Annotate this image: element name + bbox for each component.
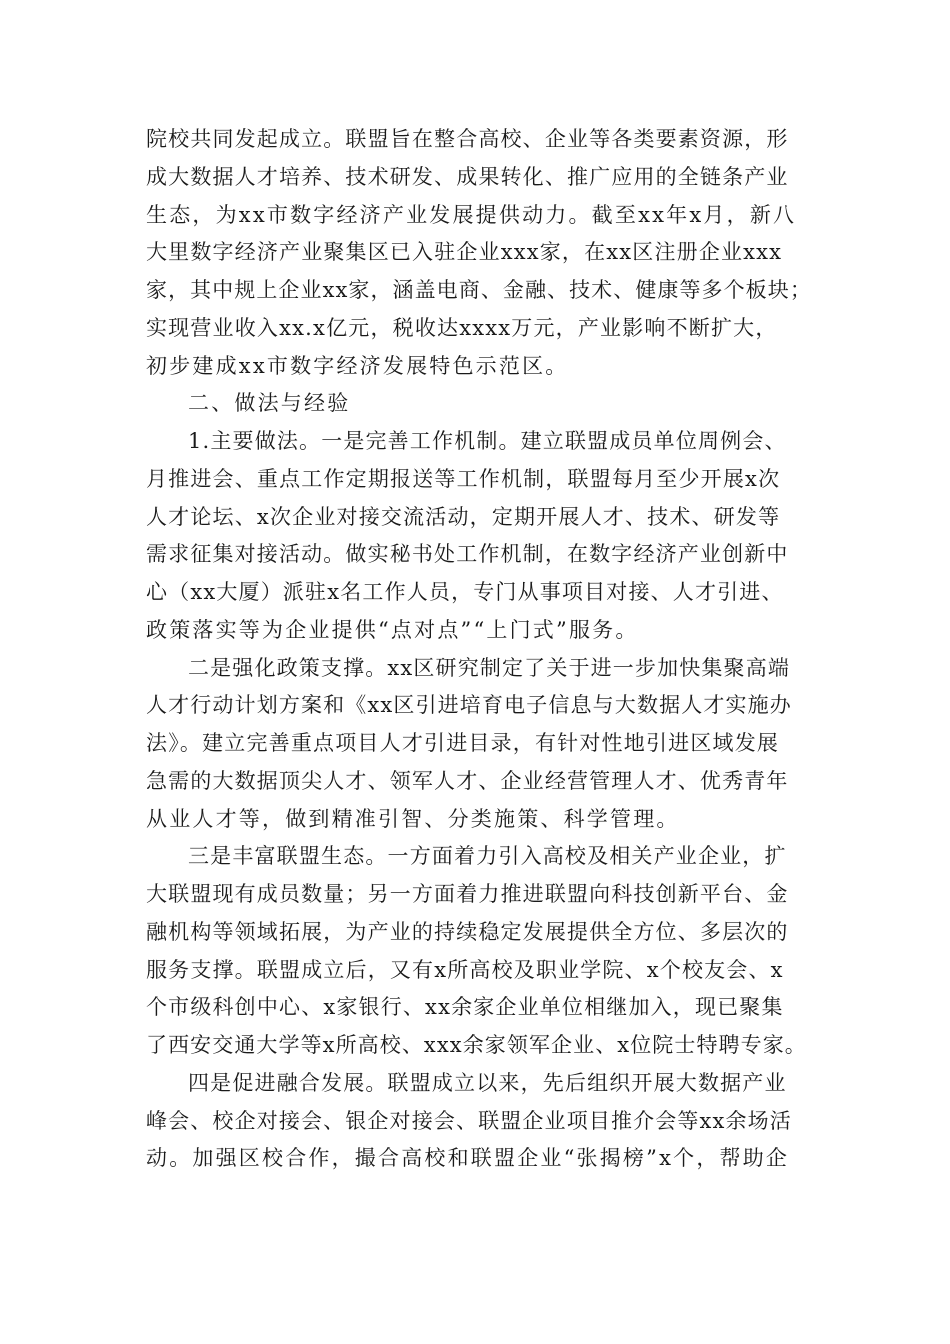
- document-body: [146, 121, 812, 1178]
- text-line: 人才行动计划方案和《xx区引进培育电子信息与大数据人才实施办: [146, 693, 792, 718]
- text-line: 峰会、校企对接会、银企对接会、联盟企业项目推介会等xx余场活: [146, 1108, 792, 1133]
- text-line: 大里数字经济产业聚集区已入驻企业xxx家，在xx区注册企业xxx: [146, 240, 783, 265]
- text-line: 四是促进融合发展。联盟成立以来，先后组织开展大数据产业: [188, 1070, 787, 1095]
- text-line: 成大数据人才培养、技术研发、成果转化、推广应用的全链条产业: [146, 164, 789, 189]
- text-line: 生态，为xx市数字经济产业发展提供动力。截至xx年x月，新八: [146, 202, 797, 227]
- text-line: 动。加强区校合作，撮合高校和联盟企业“张揭榜”x个，帮助企: [146, 1146, 790, 1171]
- text-line: 大联盟现有成员数量；另一方面着力推进联盟向科技创新平台、金: [146, 882, 789, 906]
- text-line: 法》。建立完善重点项目人才引进目录，有针对性地引进区域发展: [146, 731, 780, 755]
- text-line: 需求征集对接活动。做实秘书处工作机制，在数字经济产业创新中: [146, 542, 789, 567]
- text-line: 月推进会、重点工作定期报送等工作机制，联盟每月至少开展x次: [146, 466, 781, 491]
- text-line: 二、做法与经验: [188, 391, 351, 416]
- text-line: 人才论坛、x次企业对接交流活动，定期开展人才、技术、研发等: [146, 504, 781, 529]
- text-line: 心（xx大厦）派驻x名工作人员，专门从事项目对接、人才引进、: [146, 580, 784, 604]
- text-line: 政策落实等为企业提供“点对点”“上门式”服务。: [146, 617, 639, 642]
- text-line: 三是丰富联盟生态。一方面着力引入高校及相关产业企业，扩: [188, 844, 787, 869]
- text-line: 实现营业收入xx.x亿元，税收达xxxx万元，产业影响不断扩大，: [146, 315, 778, 340]
- text-line: 院校共同发起成立。联盟旨在整合高校、企业等各类要素资源，形: [146, 127, 789, 151]
- text-line: 急需的大数据顶尖人才、领军人才、企业经营管理人才、优秀青年: [146, 768, 789, 793]
- text-line: 从业人才等，做到精准引智、分类施策、科学管理。: [146, 806, 680, 831]
- text-line: 了西安交通大学等x所高校、xxx余家领军企业、x位院士特聘专家。: [146, 1033, 807, 1057]
- text-line: 二是强化政策支撑。xx区研究制定了关于进一步加快集聚高端: [188, 655, 791, 680]
- text-line: 个市级科创中心、x家银行、xx余家企业单位相继加入，现已聚集: [146, 995, 784, 1020]
- text-line: 初步建成xx市数字经济发展特色示范区。: [146, 353, 569, 378]
- text-line: 1.主要做法。一是完善工作机制。建立联盟成员单位周例会、: [188, 429, 787, 453]
- text-line: 服务支撑。联盟成立后，又有x所高校及职业学院、x个校友会、x: [146, 957, 784, 982]
- text-line: 融机构等领域拓展，为产业的持续稳定发展提供全方位、多层次的: [146, 919, 789, 944]
- text-line: 家，其中规上企业xx家，涵盖电商、金融、技术、健康等多个板块；: [146, 278, 812, 302]
